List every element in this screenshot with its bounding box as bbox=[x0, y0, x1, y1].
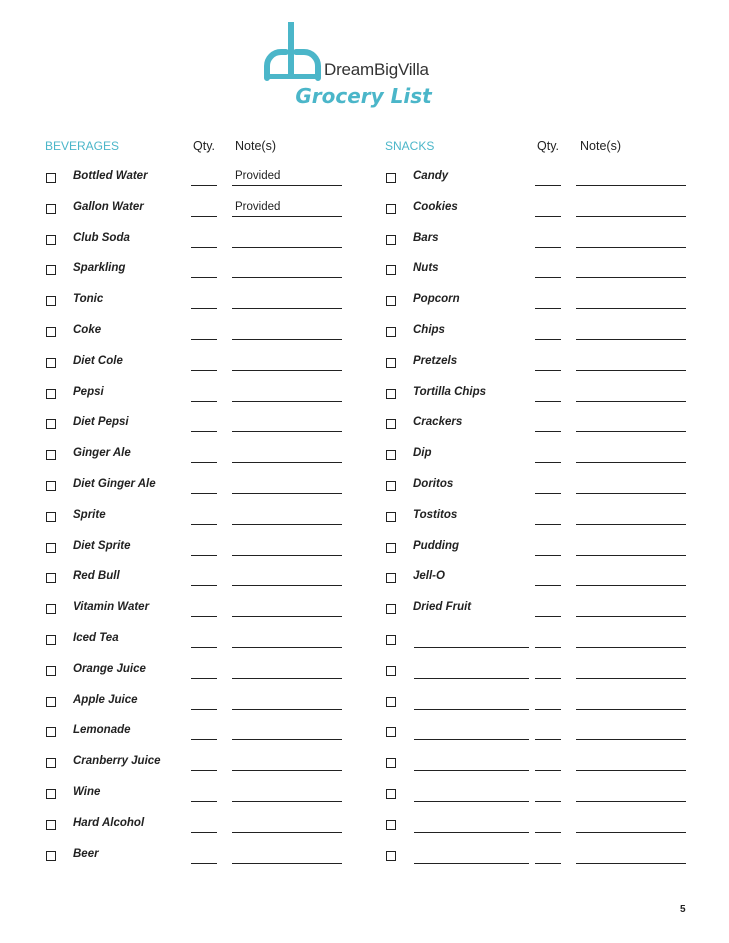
qty-line[interactable] bbox=[191, 524, 217, 525]
qty-line[interactable] bbox=[191, 277, 217, 278]
qty-header: Qty. bbox=[193, 139, 215, 153]
checkbox[interactable] bbox=[386, 358, 396, 368]
item-name-line[interactable] bbox=[414, 709, 529, 710]
qty-line[interactable] bbox=[535, 709, 561, 710]
list-item bbox=[385, 539, 690, 570]
checkbox[interactable] bbox=[46, 358, 56, 368]
item-name-line[interactable] bbox=[414, 647, 529, 648]
list-item bbox=[385, 385, 690, 416]
qty-line[interactable] bbox=[535, 678, 561, 679]
item-name-line[interactable] bbox=[414, 832, 529, 833]
item-name: Candy bbox=[413, 170, 449, 182]
item-name: Bottled Water bbox=[73, 170, 148, 182]
item-name: Orange Juice bbox=[73, 662, 146, 675]
list-item bbox=[45, 261, 350, 292]
notes-line[interactable] bbox=[576, 832, 686, 833]
qty-line[interactable] bbox=[535, 277, 561, 278]
checkbox[interactable] bbox=[386, 204, 396, 214]
notes-line[interactable] bbox=[232, 524, 342, 525]
notes-line[interactable] bbox=[232, 185, 342, 186]
checkbox[interactable] bbox=[46, 296, 56, 306]
notes-line[interactable] bbox=[232, 555, 342, 556]
notes-line[interactable] bbox=[232, 739, 342, 740]
checkbox[interactable] bbox=[386, 758, 396, 768]
item-name: Nuts bbox=[413, 262, 439, 275]
checkbox[interactable] bbox=[46, 666, 56, 676]
qty-line[interactable] bbox=[535, 401, 561, 402]
checkbox[interactable] bbox=[386, 173, 396, 183]
item-name: Apple Juice bbox=[73, 693, 138, 706]
notes-line[interactable] bbox=[576, 647, 686, 648]
list-item bbox=[45, 323, 350, 354]
notes-line[interactable] bbox=[232, 832, 342, 833]
qty-line[interactable] bbox=[191, 770, 217, 771]
list-item bbox=[45, 385, 350, 416]
list-item bbox=[45, 847, 350, 878]
notes-line[interactable] bbox=[576, 247, 686, 248]
list-item bbox=[385, 693, 690, 724]
notes-line[interactable] bbox=[576, 555, 686, 556]
checkbox[interactable] bbox=[46, 573, 56, 583]
checkbox[interactable] bbox=[386, 235, 396, 245]
item-name: Vitamin Water bbox=[73, 601, 150, 614]
list-item bbox=[385, 600, 690, 631]
list-item bbox=[45, 662, 350, 693]
item-name: Diet Ginger Ale bbox=[73, 477, 156, 490]
list-item bbox=[385, 292, 690, 323]
list-item bbox=[385, 754, 690, 785]
brand-name: DreamBigVilla bbox=[324, 60, 429, 79]
list-item bbox=[45, 292, 350, 323]
beverages-header bbox=[45, 139, 350, 161]
list-item bbox=[385, 816, 690, 847]
notes-line[interactable] bbox=[576, 431, 686, 432]
item-name: Doritos bbox=[413, 477, 454, 490]
notes-line[interactable] bbox=[232, 647, 342, 648]
list-item bbox=[385, 415, 690, 446]
qty-line[interactable] bbox=[191, 339, 217, 340]
qty-line[interactable] bbox=[535, 863, 561, 864]
list-item bbox=[45, 600, 350, 631]
qty-line[interactable] bbox=[535, 339, 561, 340]
list-item bbox=[45, 200, 350, 231]
logo bbox=[262, 20, 462, 82]
page-title: Grocery List bbox=[295, 84, 432, 108]
qty-line[interactable] bbox=[535, 493, 561, 494]
list-item bbox=[385, 508, 690, 539]
qty-line[interactable] bbox=[191, 585, 217, 586]
checkbox[interactable] bbox=[386, 296, 396, 306]
qty-line[interactable] bbox=[535, 739, 561, 740]
item-name-line[interactable] bbox=[414, 801, 529, 802]
list-item bbox=[45, 539, 350, 570]
item-name: Bars bbox=[413, 231, 439, 244]
qty-line[interactable] bbox=[191, 216, 217, 217]
checkbox[interactable] bbox=[46, 173, 56, 183]
checkbox[interactable] bbox=[386, 481, 396, 491]
list-item bbox=[45, 446, 350, 477]
snacks-list bbox=[385, 169, 690, 877]
checkbox[interactable] bbox=[386, 512, 396, 522]
item-name: Tostitos bbox=[413, 508, 458, 521]
qty-line[interactable] bbox=[191, 709, 217, 710]
beverages-list bbox=[45, 169, 350, 877]
checkbox[interactable] bbox=[46, 697, 56, 707]
notes-line[interactable] bbox=[232, 339, 342, 340]
qty-line[interactable] bbox=[535, 832, 561, 833]
notes-line[interactable] bbox=[232, 431, 342, 432]
item-name: Hard Alcohol bbox=[73, 816, 145, 829]
list-item bbox=[385, 723, 690, 754]
notes-line[interactable] bbox=[576, 277, 686, 278]
item-name: Tortilla Chips bbox=[413, 385, 487, 398]
item-name: Club Soda bbox=[73, 231, 130, 244]
qty-line[interactable] bbox=[535, 308, 561, 309]
checkbox[interactable] bbox=[386, 635, 396, 645]
notes-line[interactable] bbox=[232, 616, 342, 617]
list-item bbox=[45, 569, 350, 600]
checkbox[interactable] bbox=[46, 758, 56, 768]
item-name: Chips bbox=[413, 323, 445, 336]
qty-line[interactable] bbox=[535, 647, 561, 648]
checkbox[interactable] bbox=[46, 512, 56, 522]
page-number: 5 bbox=[680, 904, 686, 915]
list-item bbox=[45, 723, 350, 754]
item-name: Wine bbox=[73, 785, 101, 798]
notes-line[interactable] bbox=[232, 401, 342, 402]
notes-line[interactable] bbox=[576, 863, 686, 864]
item-name: Tonic bbox=[73, 293, 104, 306]
snacks-column bbox=[385, 139, 690, 614]
qty-line[interactable] bbox=[191, 493, 217, 494]
list-item bbox=[45, 169, 350, 200]
checkbox[interactable] bbox=[46, 789, 56, 799]
checkbox[interactable] bbox=[46, 635, 56, 645]
checkbox[interactable] bbox=[46, 419, 56, 429]
item-name-line[interactable] bbox=[414, 863, 529, 864]
list-item bbox=[45, 754, 350, 785]
checkbox[interactable] bbox=[46, 389, 56, 399]
qty-line[interactable] bbox=[191, 247, 217, 248]
notes-line[interactable] bbox=[576, 524, 686, 525]
list-item bbox=[45, 631, 350, 662]
list-item bbox=[45, 816, 350, 847]
list-item bbox=[385, 446, 690, 477]
notes-line[interactable] bbox=[232, 709, 342, 710]
list-item bbox=[385, 323, 690, 354]
notes-line[interactable] bbox=[232, 678, 342, 679]
qty-line[interactable] bbox=[191, 431, 217, 432]
checkbox[interactable] bbox=[46, 543, 56, 553]
item-name: Iced Tea bbox=[73, 631, 119, 644]
notes-line[interactable] bbox=[576, 770, 686, 771]
qty-line[interactable] bbox=[535, 585, 561, 586]
item-name: Lemonade bbox=[73, 724, 131, 737]
notes-line[interactable] bbox=[576, 462, 686, 463]
section-label: SNACKS bbox=[385, 139, 435, 153]
qty-line[interactable] bbox=[191, 678, 217, 679]
beverages-column bbox=[45, 139, 350, 860]
notes-line[interactable] bbox=[576, 216, 686, 217]
checkbox[interactable] bbox=[386, 419, 396, 429]
list-item bbox=[45, 693, 350, 724]
item-name: Cookies bbox=[413, 200, 458, 213]
item-name-line[interactable] bbox=[414, 739, 529, 740]
list-item bbox=[45, 785, 350, 816]
checkbox[interactable] bbox=[386, 265, 396, 275]
snacks-header bbox=[385, 139, 690, 161]
checkbox[interactable] bbox=[46, 265, 56, 275]
checkbox[interactable] bbox=[386, 727, 396, 737]
list-item bbox=[385, 569, 690, 600]
qty-line[interactable] bbox=[191, 863, 217, 864]
checkbox[interactable] bbox=[386, 697, 396, 707]
notes-line[interactable] bbox=[232, 462, 342, 463]
checkbox[interactable] bbox=[46, 327, 56, 337]
checkbox[interactable] bbox=[386, 327, 396, 337]
checkbox[interactable] bbox=[46, 204, 56, 214]
qty-line[interactable] bbox=[535, 216, 561, 217]
item-name: Cranberry Juice bbox=[73, 755, 161, 768]
item-name: Beer bbox=[73, 847, 99, 860]
list-item bbox=[385, 847, 690, 878]
qty-line[interactable] bbox=[191, 801, 217, 802]
checkbox[interactable] bbox=[386, 604, 396, 614]
list-item bbox=[45, 354, 350, 385]
notes-line[interactable] bbox=[576, 678, 686, 679]
checkbox[interactable] bbox=[46, 820, 56, 830]
qty-line[interactable] bbox=[191, 739, 217, 740]
notes-line[interactable] bbox=[576, 401, 686, 402]
qty-line[interactable] bbox=[535, 616, 561, 617]
notes-line[interactable] bbox=[576, 585, 686, 586]
item-name: Sparkling bbox=[73, 262, 126, 275]
checkbox[interactable] bbox=[46, 727, 56, 737]
qty-line[interactable] bbox=[191, 647, 217, 648]
list-item bbox=[45, 477, 350, 508]
section-label: BEVERAGES bbox=[45, 139, 120, 153]
item-name: Ginger Ale bbox=[73, 447, 131, 460]
checkbox[interactable] bbox=[46, 450, 56, 460]
notes-line[interactable] bbox=[232, 770, 342, 771]
qty-line[interactable] bbox=[191, 185, 217, 186]
notes-line[interactable] bbox=[232, 247, 342, 248]
notes-header: Note(s) bbox=[580, 139, 621, 153]
checkbox[interactable] bbox=[386, 543, 396, 553]
checkbox[interactable] bbox=[386, 389, 396, 399]
villa-logo-icon bbox=[262, 20, 324, 82]
qty-line[interactable] bbox=[191, 462, 217, 463]
note-text: Provided bbox=[235, 170, 281, 182]
checkbox[interactable] bbox=[46, 481, 56, 491]
list-item bbox=[385, 169, 690, 200]
checkbox[interactable] bbox=[46, 851, 56, 861]
item-name: Sprite bbox=[73, 508, 106, 521]
item-name-line[interactable] bbox=[414, 678, 529, 679]
list-item bbox=[385, 477, 690, 508]
qty-line[interactable] bbox=[191, 308, 217, 309]
qty-line[interactable] bbox=[535, 431, 561, 432]
qty-line[interactable] bbox=[535, 770, 561, 771]
item-name: Pudding bbox=[413, 539, 459, 552]
qty-line[interactable] bbox=[191, 555, 217, 556]
notes-line[interactable] bbox=[232, 863, 342, 864]
checkbox[interactable] bbox=[386, 573, 396, 583]
notes-line[interactable] bbox=[576, 709, 686, 710]
item-name: Red Bull bbox=[73, 570, 120, 583]
notes-line[interactable] bbox=[232, 493, 342, 494]
checkbox[interactable] bbox=[46, 235, 56, 245]
list-item bbox=[45, 415, 350, 446]
notes-line[interactable] bbox=[576, 308, 686, 309]
qty-line[interactable] bbox=[535, 185, 561, 186]
note-text: Provided bbox=[235, 200, 281, 213]
list-item bbox=[385, 631, 690, 662]
notes-line[interactable] bbox=[232, 370, 342, 371]
qty-line[interactable] bbox=[535, 801, 561, 802]
list-item bbox=[385, 261, 690, 292]
notes-line[interactable] bbox=[576, 739, 686, 740]
checkbox[interactable] bbox=[386, 789, 396, 799]
checkbox[interactable] bbox=[386, 851, 396, 861]
item-name: Diet Pepsi bbox=[73, 416, 129, 429]
notes-line[interactable] bbox=[576, 801, 686, 802]
list-item bbox=[385, 231, 690, 262]
checkbox[interactable] bbox=[386, 666, 396, 676]
list-item bbox=[385, 200, 690, 231]
item-name: Coke bbox=[73, 323, 102, 336]
notes-line[interactable] bbox=[232, 801, 342, 802]
list-item bbox=[45, 508, 350, 539]
qty-line[interactable] bbox=[535, 555, 561, 556]
item-name: Pretzels bbox=[413, 354, 458, 367]
notes-line[interactable] bbox=[576, 185, 686, 186]
checkbox[interactable] bbox=[46, 604, 56, 614]
qty-line[interactable] bbox=[191, 832, 217, 833]
checkbox[interactable] bbox=[386, 450, 396, 460]
qty-line[interactable] bbox=[535, 524, 561, 525]
notes-line[interactable] bbox=[232, 585, 342, 586]
notes-line[interactable] bbox=[232, 216, 342, 217]
item-name: Jell-O bbox=[413, 570, 445, 583]
notes-line[interactable] bbox=[576, 493, 686, 494]
qty-line[interactable] bbox=[535, 370, 561, 371]
item-name-line[interactable] bbox=[414, 770, 529, 771]
qty-line[interactable] bbox=[191, 616, 217, 617]
item-name: Crackers bbox=[413, 416, 463, 429]
item-name: Pepsi bbox=[73, 385, 104, 398]
list-item bbox=[385, 354, 690, 385]
notes-line[interactable] bbox=[576, 339, 686, 340]
notes-header: Note(s) bbox=[235, 139, 276, 153]
item-name: Diet Cole bbox=[73, 354, 123, 367]
item-name: Dried Fruit bbox=[413, 601, 472, 614]
notes-line[interactable] bbox=[576, 370, 686, 371]
qty-header: Qty. bbox=[537, 139, 559, 153]
qty-line[interactable] bbox=[191, 401, 217, 402]
notes-line[interactable] bbox=[232, 308, 342, 309]
qty-line[interactable] bbox=[535, 247, 561, 248]
item-name: Dip bbox=[413, 447, 432, 460]
checkbox[interactable] bbox=[386, 820, 396, 830]
list-item bbox=[385, 785, 690, 816]
list-item bbox=[385, 662, 690, 693]
item-name: Diet Sprite bbox=[73, 539, 131, 552]
notes-line[interactable] bbox=[232, 277, 342, 278]
list-item bbox=[45, 231, 350, 262]
qty-line[interactable] bbox=[535, 462, 561, 463]
qty-line[interactable] bbox=[191, 370, 217, 371]
item-name: Popcorn bbox=[413, 293, 460, 306]
notes-line[interactable] bbox=[576, 616, 686, 617]
item-name: Gallon Water bbox=[73, 200, 144, 213]
